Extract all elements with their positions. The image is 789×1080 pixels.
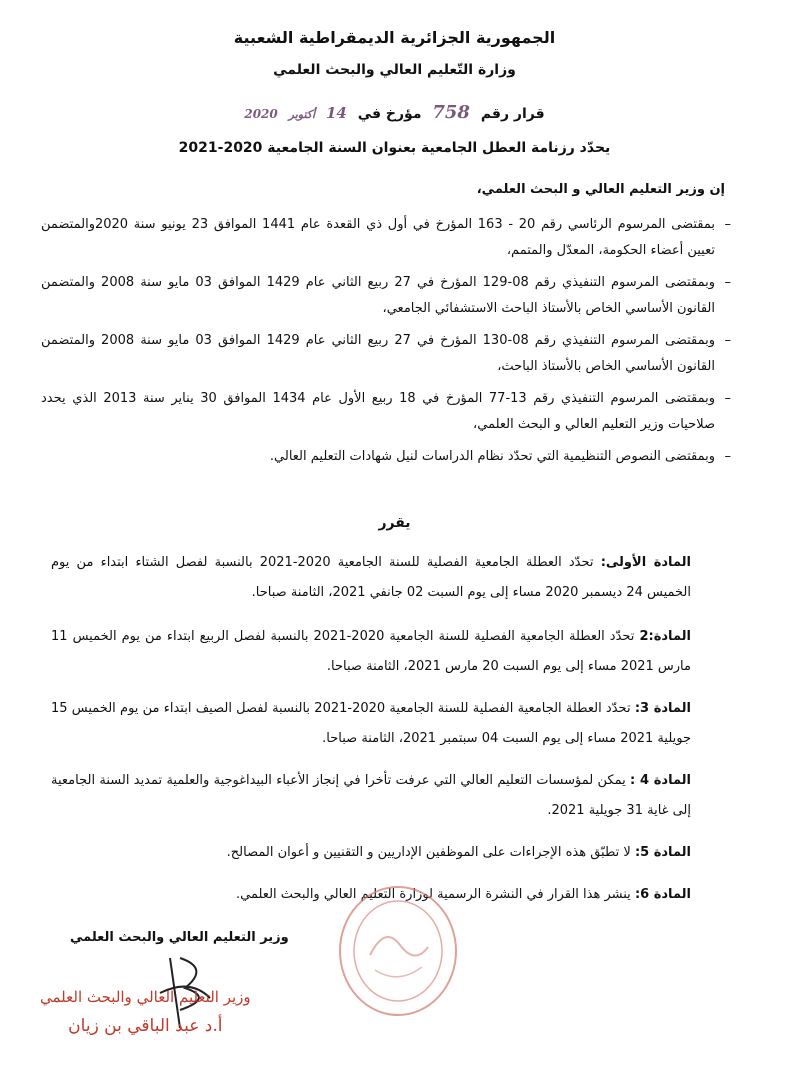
article-label: المادة 4 : — [630, 773, 692, 788]
decision-number: 758 — [432, 102, 470, 123]
article-text: ينشر هذا القرار في النشرة الرسمية لوزارة التعليم العالي والبحث العلمي. — [236, 887, 631, 902]
article-label: المادة 5: — [634, 845, 691, 860]
article-text: تحدّد العطلة الجامعية الفصلية للسنة الجامعية 2020-2021 بالنسبة لفصل الربيع ابتداء من يوم الخميس 11 مارس 2021 مساء إلى يوم السبت 20 مارس 2021، الثامنة صباحا. — [51, 629, 691, 674]
visa-text: وبمقتضى المرسوم التنفيذي رقم 08-129 المؤرخ في 27 ربيع الثاني عام 1429 الموافق 03 مايو سنة 2008 والمتضمن القانون الأساسي الخاص بالأستاذ الباحث الاستشفائي الجامعي، — [41, 275, 716, 316]
ministry-title: وزارة التّعليم العالي والبحث العلمي — [273, 62, 516, 78]
article-label: المادة الأولى: — [600, 555, 691, 570]
list-item: – وبمقتضى المرسوم التنفيذي رقم 08-130 المؤرخ في 27 ربيع الثاني عام 1429 الموافق 03 مايو سنة 2008 والمتضمن القانون الأساسي الخاص بالأستاذ الباحث، — [41, 333, 731, 374]
article-text: تحدّد العطلة الجامعية الفصلية للسنة الجامعية 2020-2021 بالنسبة لفصل الصيف ابتداء من يوم الخميس 15 جويلية 2021 مساء إلى يوم السبت 04 سبتمبر 2021، الثامنة صباحا. — [51, 701, 691, 746]
visa-text: وبمقتضى المرسوم التنفيذي رقم 13-77 المؤرخ في 18 ربيع الأول عام 1434 الموافق 30 يناير سنة 2013 الذي يحدد صلاحيات وزير التعليم العالي و البحث العلمي، — [41, 391, 715, 432]
list-item: – بمقتضى المرسوم الرئاسي رقم 20 - 163 المؤرخ في أول ذي القعدة عام 1441 الموافق 23 يونيو سنة 2020والمتضمن تعيين أعضاء الحكومة، المعدّل والمتمم، — [41, 217, 731, 258]
decision-prefix: قرار رقم — [480, 106, 545, 122]
date-year: 2020 — [244, 107, 278, 121]
article-text: يمكن لمؤسسات التعليم العالي التي عرفت تأخرا في إنجاز الأعباء البيداغوجية والعلمية تمديد السنة الجامعية إلى غاية 31 جويلية 2021. — [51, 773, 691, 818]
decides-heading: يقرر — [378, 515, 411, 531]
visas-list — [41, 212, 731, 476]
visa-text: وبمقتضى المرسوم التنفيذي رقم 08-130 المؤرخ في 27 ربيع الثاني عام 1429 الموافق 03 مايو سنة 2008 والمتضمن القانون الأساسي الخاص بالأستاذ الباحث، — [41, 333, 716, 374]
preamble: إن وزير التعليم العالي و البحث العلمي، — [476, 182, 725, 197]
article-3 — [51, 694, 691, 754]
article-1 — [51, 548, 691, 608]
signature-red-name: أ.د عبد الباقي بن زيان — [68, 1016, 223, 1036]
date-day: 14 — [325, 104, 347, 122]
article-label: المادة:2 — [639, 629, 691, 644]
list-item: – وبمقتضى المرسوم التنفيذي رقم 13-77 المؤرخ في 18 ربيع الأول عام 1434 الموافق 30 يناير سنة 2013 الذي يحدد صلاحيات وزير التعليم العالي و البحث العلمي، — [41, 391, 731, 432]
signer-title: وزير التعليم العالي والبحث العلمي — [70, 930, 289, 945]
official-stamp — [330, 875, 460, 1025]
article-5 — [51, 838, 691, 868]
list-item: – وبمقتضى النصوص التنظيمية التي تحدّد نظام الدراسات لنيل شهادات التعليم العالي. — [269, 449, 731, 464]
signature-block — [40, 988, 251, 1036]
article-4 — [51, 766, 691, 826]
date-month: أكتوبر — [288, 108, 316, 121]
article-text: لا تطبّق هذه الإجراءات على الموظفين الإداريين و التقنيين و أعوان المصالح. — [226, 845, 631, 860]
list-item: – وبمقتضى المرسوم التنفيذي رقم 08-129 المؤرخ في 27 ربيع الثاني عام 1429 الموافق 03 مايو سنة 2008 والمتضمن القانون الأساسي الخاص بالأستاذ الباحث الاستشفائي الجامعي، — [41, 275, 731, 316]
visa-text: وبمقتضى النصوص التنظيمية التي تحدّد نظام الدراسات لنيل شهادات التعليم العالي. — [269, 449, 715, 464]
signature-red-title: وزير التعليم العالي والبحث العلمي — [40, 988, 251, 1006]
visa-text: بمقتضى المرسوم الرئاسي رقم 20 - 163 المؤرخ في أول ذي القعدة عام 1441 الموافق 23 يونيو سنة 2020والمتضمن تعيين أعضاء الحكومة، المعدّل والمتمم، — [41, 217, 715, 258]
decision-subject: يحدّد رزنامة العطل الجامعية بعنوان السنة الجامعية 2020-2021 — [178, 140, 611, 156]
article-text: تحدّد العطلة الجامعية الفصلية للسنة الجامعية 2020-2021 بالنسبة لفصل الشتاء ابتداء من يوم الخميس 24 ديسمبر 2020 مساء إلى يوم السبت 02 جانفي 2021، الثامنة صباحا. — [51, 555, 691, 600]
republic-title: الجمهورية الجزائرية الديمقراطية الشعبية — [233, 28, 556, 47]
dated-label: مؤرخ في — [357, 106, 422, 122]
decision-line — [0, 102, 789, 123]
article-label: المادة 6: — [634, 887, 691, 902]
article-2 — [51, 622, 691, 682]
article-label: المادة 3: — [634, 701, 691, 716]
